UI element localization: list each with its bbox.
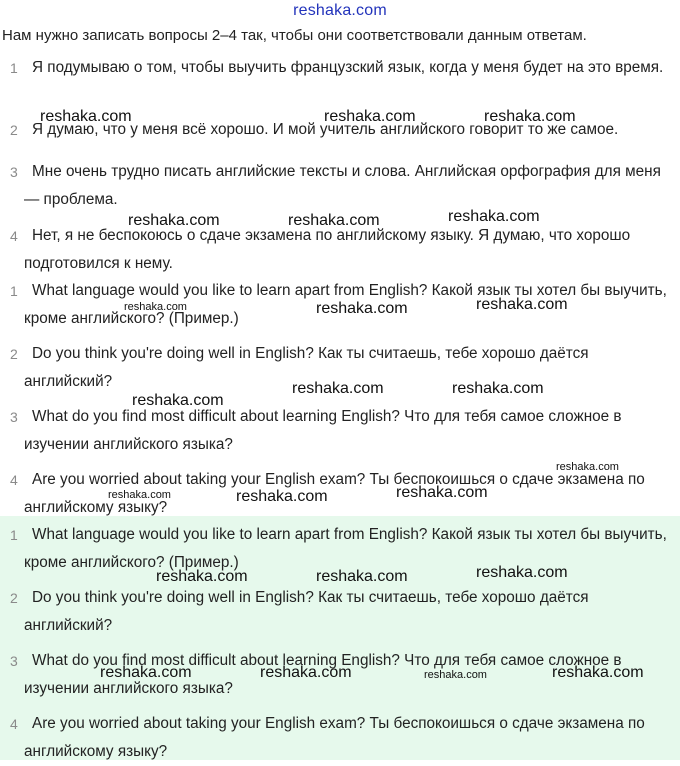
site-header-link[interactable]: reshaka.com [293,2,387,19]
watermark: reshaka.com [552,664,644,681]
answer-item [0,222,672,278]
watermark: reshaka.com [124,301,187,313]
watermark: reshaka.com [236,488,328,505]
watermark: reshaka.com [128,212,220,229]
watermark: reshaka.com [476,296,568,313]
answer-item [0,54,672,82]
item-text: Are you worried about taking your English exam? Ты беспокоишься о сдаче экзамена по английскому языку? [24,471,645,516]
watermark: reshaka.com [108,489,171,501]
item-text: Я думаю, что у меня всё хорошо. И мой учитель английского говорит то же самое. [32,121,619,138]
watermark: reshaka.com [292,380,384,397]
watermark: reshaka.com [316,568,408,585]
item-number: 3 [10,409,18,425]
watermark: reshaka.com [288,212,380,229]
item-text: Я подумываю о том, чтобы выучить французский язык, когда у меня будет на это время. [32,59,664,76]
item-number: 4 [10,228,18,244]
item-number: 1 [10,60,18,76]
item-number: 2 [10,346,18,362]
watermark: reshaka.com [324,108,416,125]
watermark: reshaka.com [316,300,408,317]
watermark: reshaka.com [396,484,488,501]
item-number: 4 [10,716,18,732]
watermark: reshaka.com [452,380,544,397]
item-text: What do you find most difficult about learning English? Что для тебя самое сложное в изучении английского языка? [24,408,622,453]
task-intro: Нам нужно записать вопросы 2–4 так, чтобы они соответствовали данным ответам. [2,27,587,44]
item-text: What language would you like to learn apart from English? Какой язык ты хотел бы выучить, кроме английского? (Пример.) [24,282,667,327]
question-item [0,466,672,522]
item-number: 2 [10,590,18,606]
watermark: reshaka.com [448,208,540,225]
item-text: What language would you like to learn apart from English? Какой язык ты хотел бы выучить, кроме английского? (Пример.) [24,526,667,571]
item-number: 2 [10,122,18,138]
watermark: reshaka.com [260,664,352,681]
item-text: Are you worried about taking your English exam? Ты беспокоишься о сдаче экзамена по английскому языку? [24,715,645,760]
watermark: reshaka.com [484,108,576,125]
item-number: 4 [10,472,18,488]
item-number: 1 [10,283,18,299]
item-text: Do you think you're doing well in English? Как ты считаешь, тебе хорошо даётся английский? [24,345,589,390]
item-text: Нет, я не беспокоюсь о сдаче экзамена по английскому языку. Я думаю, что хорошо подготовился к нему. [24,227,631,272]
question-item [0,403,672,459]
watermark: reshaka.com [476,564,568,581]
watermark: reshaka.com [132,392,224,409]
item-number: 1 [10,527,18,543]
watermark: reshaka.com [156,568,248,585]
watermark: reshaka.com [100,664,192,681]
highlighted-question-item [0,710,672,766]
watermark: reshaka.com [556,461,619,473]
item-number: 3 [10,653,18,669]
item-text: What do you find most difficult about learning English? Что для тебя самое сложное в изучении английского языка? [24,652,622,697]
answer-item [0,158,672,214]
item-text: Мне очень трудно писать английские тексты и слова. Английская орфография для меня — проблема. [24,163,661,208]
watermark: reshaka.com [424,669,487,681]
highlighted-question-item [0,584,672,640]
item-text: Do you think you're doing well in English? Как ты считаешь, тебе хорошо даётся английский? [24,589,589,634]
watermark: reshaka.com [40,108,132,125]
item-number: 3 [10,164,18,180]
